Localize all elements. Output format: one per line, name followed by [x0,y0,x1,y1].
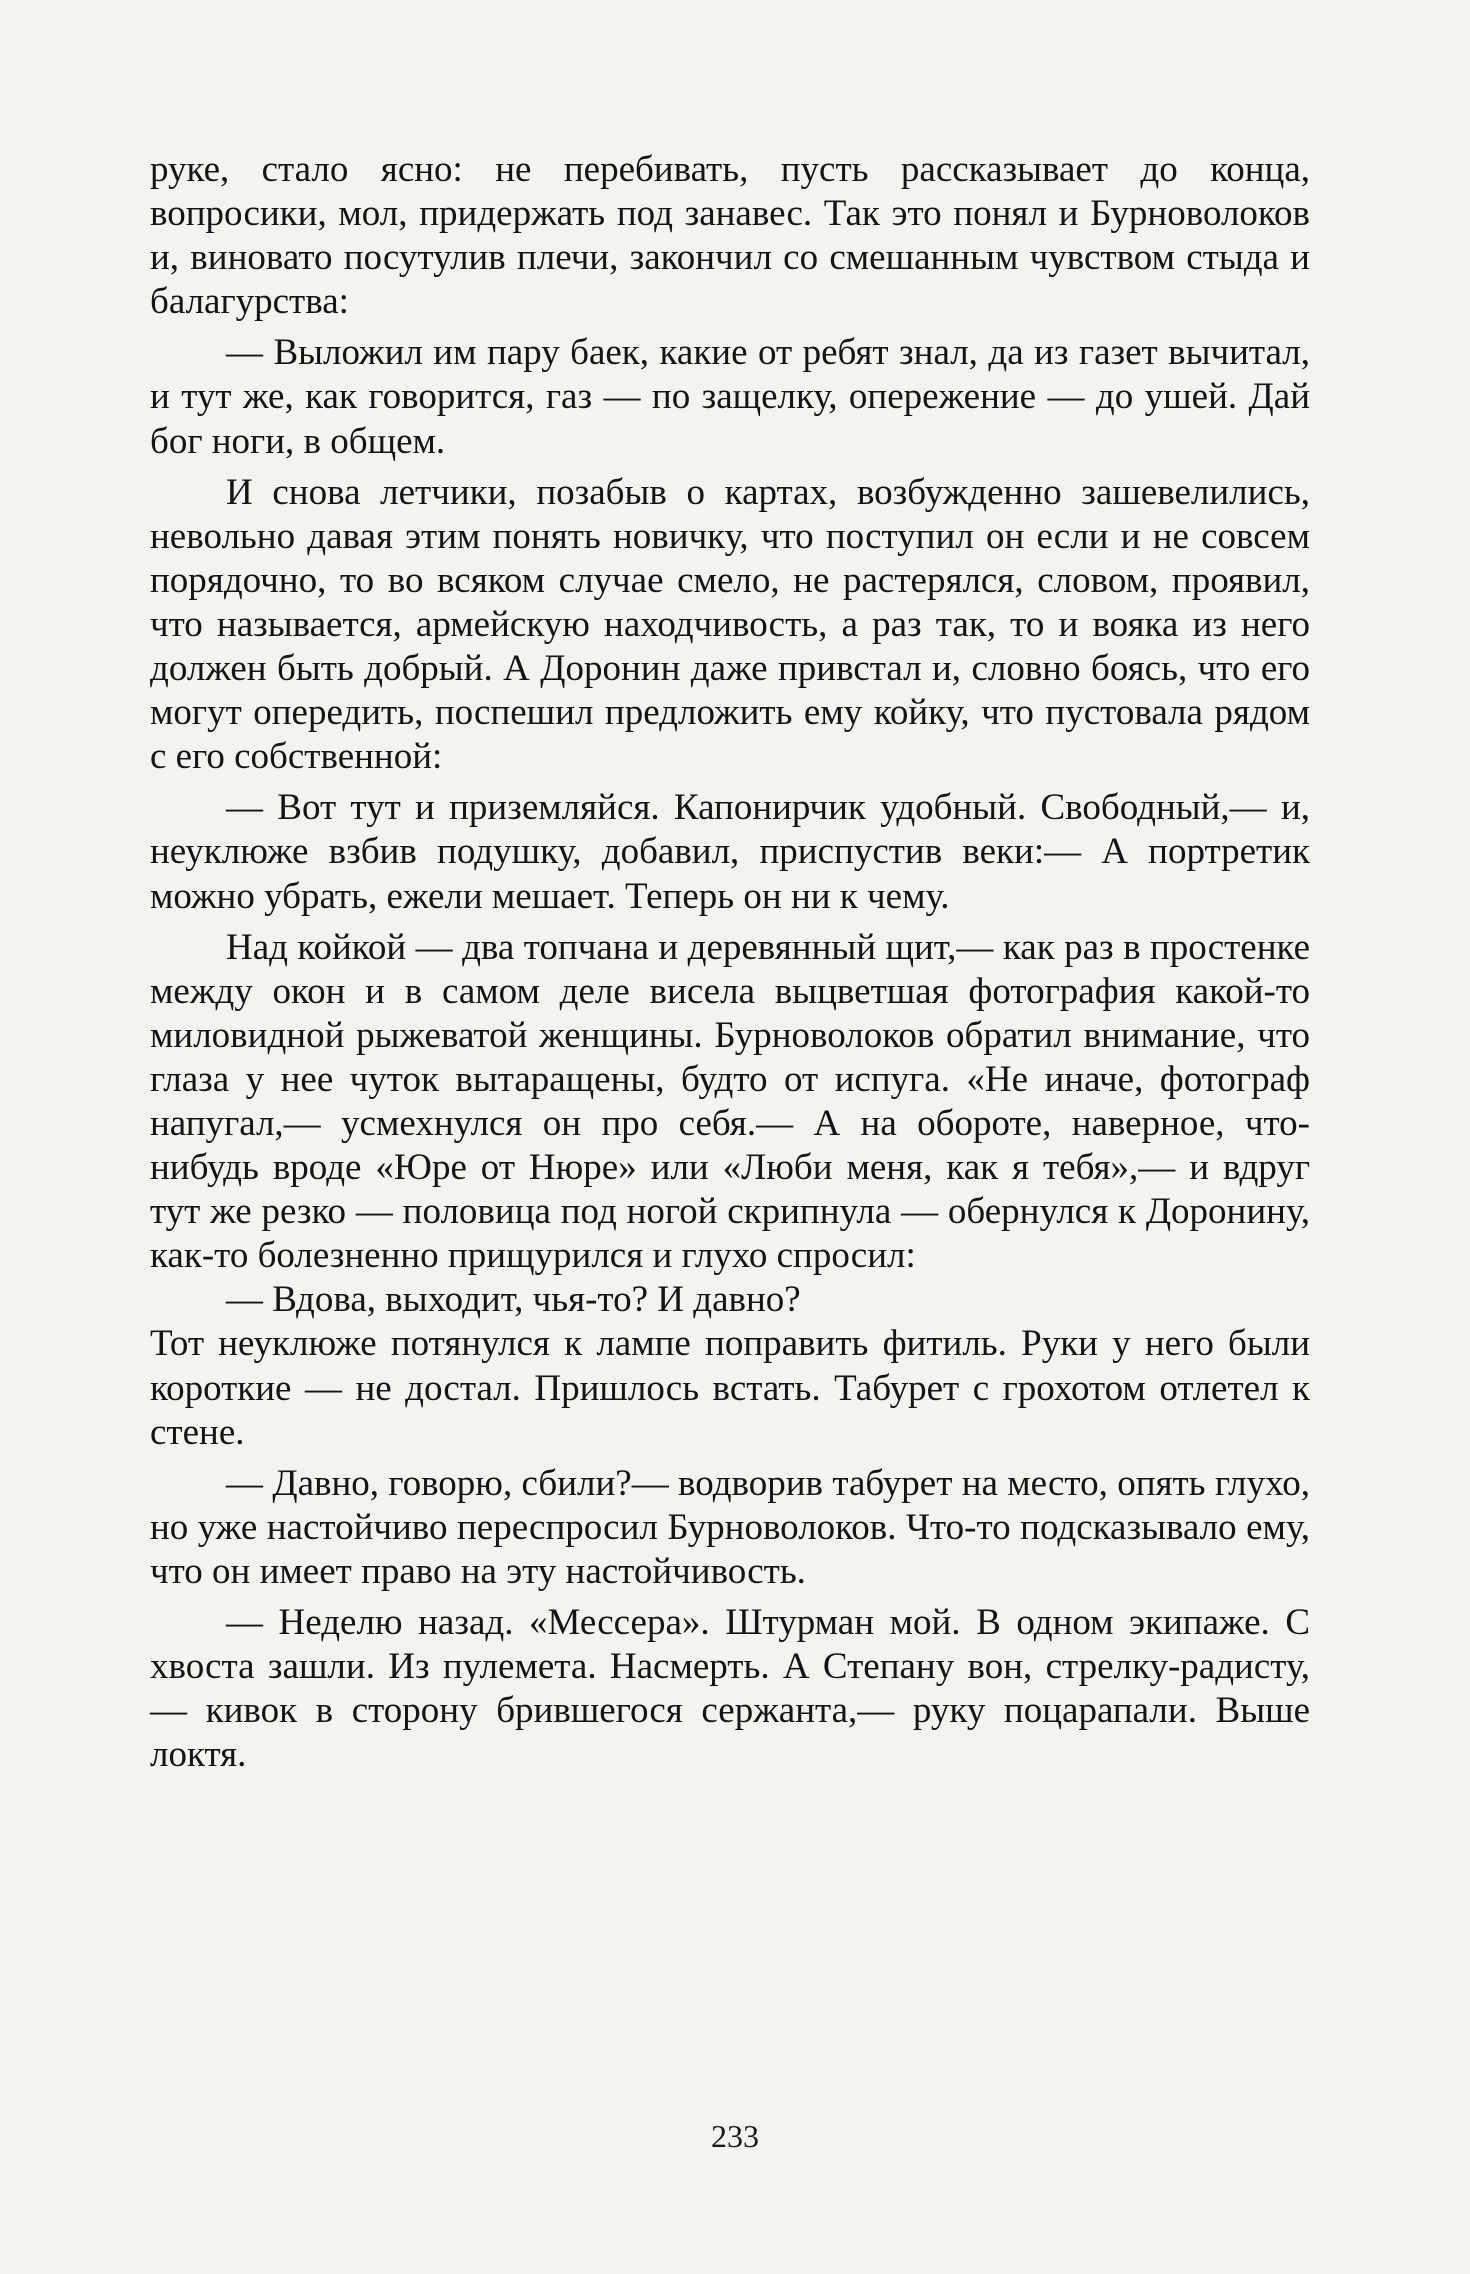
paragraph-2: — Выложил им пару баек, какие от ребят знал, да из газет вычитал, и тут же, как говорится, газ — по защелку, опережение — до ушей. Дай бог ноги, в общем. [150,332,1310,462]
page-text [150,148,1310,1777]
paragraph-4: — Вот тут и приземляйся. Капонирчик удобный. Свободный,— и, неуклюже взбив подушку, добавил, приспустив веки:— А портретик можно убрать, ежели мешает. Теперь он ни к чему. [150,787,1310,917]
paragraph-8: — Давно, говорю, сбили?— водворив табурет на место, опять глухо, но уже настойчиво переспросил Бурноволоков. Что-то подсказывало ему, что он имеет право на эту настойчивость. [150,1462,1310,1592]
paragraph-7: Тот неуклюже потянулся к лампе поправить фитиль. Руки у него были короткие — не достал. Пришлось встать. Табурет с грохотом отлетел к стене. [150,1323,1310,1453]
paragraph-1: руке, стало ясно: не перебивать, пусть рассказывает до конца, вопросики, мол, придержать под занавес. Так это понял и Бурноволоков и, виновато посутулив плечи, закончил со смешанным чувством стыда и балагурства: [150,149,1310,323]
page-number: 233 [711,2118,759,2154]
paragraph-6: — Вдова, выходит, чья-то? И давно? [226,1279,801,1321]
paragraph-3: И снова летчики, позабыв о картах, возбужденно зашевелились, невольно давая этим понять новичку, что поступил он если и не совсем порядочно, то во всяком случае смело, не растерялся, словом, проявил, что называется, армейскую находчивость, а раз так, то и вояка из него должен быть добрый. А Доронин даже привстал и, словно боясь, что его могут опередить, поспешил предложить ему койку, что пустовала рядом с его собственной: [150,471,1310,778]
paragraph-5: Над койкой — два топчана и деревянный щит,— как раз в простенке между окон и в самом деле висела выцветшая фотография какой-то миловидной рыжеватой женщины. Бурноволоков обратил внимание, что глаза у нее чуток вытаращены, будто от испуга. «Не иначе, фотограф напугал,— усмехнулся он про себя.— А на обороте, наверное, что-нибудь вроде «Юре от Нюре» или «Люби меня, как я тебя»,— и вдруг тут же резко — половица под ногой скрипнула — обернулся к Доронину, как-то болезненно прищурился и глухо спросил: [150,926,1310,1277]
paragraph-9: — Неделю назад. «Мессера». Штурман мой. В одном экипаже. С хвоста зашли. Из пулемета. Насмерть. А Степану вон, стрелку-радисту,— кивок в сторону брившегося сержанта,— руку поцарапали. Выше локтя. [150,1602,1310,1776]
